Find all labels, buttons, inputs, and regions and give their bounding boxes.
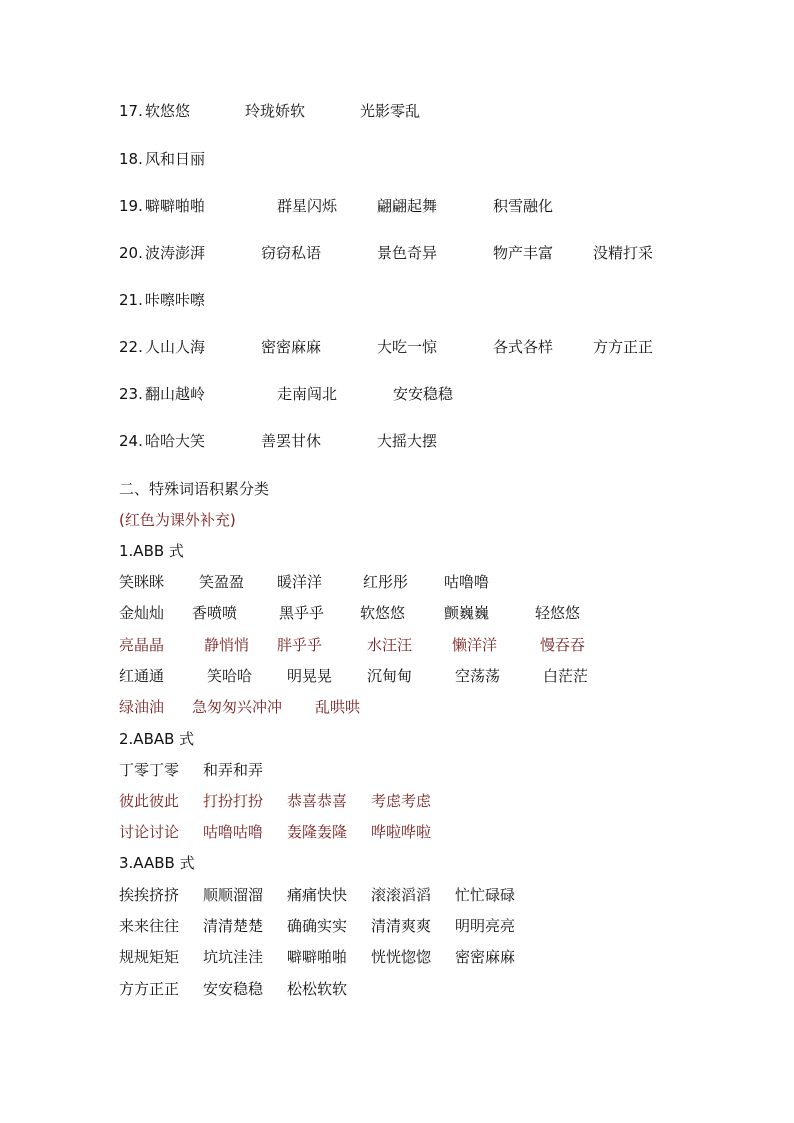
word: 香喷喷 xyxy=(192,604,238,622)
word: 咕噜咕噜 xyxy=(203,823,264,841)
word: 群星闪烁 xyxy=(277,197,338,215)
aabb-title: 3.AABB 式 xyxy=(119,854,195,872)
word: 咕噜噜 xyxy=(444,573,490,591)
word: 笑哈哈 xyxy=(207,667,253,685)
word: 顺顺溜溜 xyxy=(203,886,264,904)
word: 玲珑娇软 xyxy=(245,102,306,120)
word: 滚滚滔滔 xyxy=(371,886,432,904)
word: 咔嚓咔嚓 xyxy=(145,291,206,309)
word: 讨论讨论 xyxy=(119,823,180,841)
word: 哈哈大笑 xyxy=(145,432,206,450)
word: 沉甸甸 xyxy=(367,667,413,685)
entry-21-number: 21. xyxy=(119,291,143,309)
word: 清清爽爽 xyxy=(371,917,432,935)
entry-24-number: 24. xyxy=(119,432,143,450)
word: 空荡荡 xyxy=(455,667,501,685)
word: 和弄和弄 xyxy=(203,761,264,779)
entry-18-number: 18. xyxy=(119,150,143,168)
word: 明晃晃 xyxy=(287,667,333,685)
word: 轻悠悠 xyxy=(535,604,581,622)
entry-20-number: 20. xyxy=(119,244,143,262)
word: 翩翩起舞 xyxy=(377,197,438,215)
word: 安安稳稳 xyxy=(203,980,264,998)
word: 白茫茫 xyxy=(543,667,589,685)
word: 景色奇异 xyxy=(377,244,438,262)
word: 考虑考虑 xyxy=(371,792,432,810)
word: 笑眯眯 xyxy=(119,573,165,591)
word: 物产丰富 xyxy=(493,244,554,262)
word: 慢吞吞 xyxy=(540,636,586,654)
word: 明明亮亮 xyxy=(455,917,516,935)
entry-17-number: 17. xyxy=(119,102,143,120)
word: 大吃一惊 xyxy=(377,338,438,356)
word: 恭喜恭喜 xyxy=(287,792,348,810)
word: 密密麻麻 xyxy=(455,948,516,966)
word: 暖洋洋 xyxy=(277,573,323,591)
word: 乱哄哄 xyxy=(315,698,361,716)
word: 积雪融化 xyxy=(493,197,554,215)
word: 规规矩矩 xyxy=(119,948,180,966)
word: 善罢甘休 xyxy=(261,432,322,450)
word: 懒洋洋 xyxy=(452,636,498,654)
word: 噼噼啪啪 xyxy=(145,197,206,215)
word: 翻山越岭 xyxy=(145,385,206,403)
word: 噼噼啪啪 xyxy=(287,948,348,966)
section-heading: 二、特殊词语积累分类 xyxy=(119,480,270,498)
word: 软悠悠 xyxy=(360,604,406,622)
word: 安安稳稳 xyxy=(393,385,454,403)
word: 忙忙碌碌 xyxy=(455,886,516,904)
word: 密密麻麻 xyxy=(261,338,322,356)
word: 各式各样 xyxy=(493,338,554,356)
word: 来来往往 xyxy=(119,917,180,935)
word: 挨挨挤挤 xyxy=(119,886,180,904)
word: 水汪汪 xyxy=(367,636,413,654)
abab-title: 2.ABAB 式 xyxy=(119,730,195,748)
word: 丁零丁零 xyxy=(119,761,180,779)
word: 窃窃私语 xyxy=(261,244,322,262)
entry-19-number: 19. xyxy=(119,197,143,215)
word: 红彤彤 xyxy=(363,573,409,591)
abb-title: 1.ABB 式 xyxy=(119,542,184,560)
word: 痛痛快快 xyxy=(287,886,348,904)
word: 红通通 xyxy=(119,667,165,685)
word: 波涛澎湃 xyxy=(145,244,206,262)
word: 黑乎乎 xyxy=(279,604,325,622)
word: 大摇大摆 xyxy=(377,432,438,450)
entry-22-number: 22. xyxy=(119,338,143,356)
word: 金灿灿 xyxy=(119,604,165,622)
word: 颤巍巍 xyxy=(444,604,490,622)
word: 没精打采 xyxy=(593,244,654,262)
word: 亮晶晶 xyxy=(119,636,165,654)
word: 静悄悄 xyxy=(204,636,250,654)
word: 哗啦哗啦 xyxy=(371,823,432,841)
word: 打扮打扮 xyxy=(203,792,264,810)
word: 松松软软 xyxy=(287,980,348,998)
word: 胖乎乎 xyxy=(277,636,323,654)
word: 走南闯北 xyxy=(277,385,338,403)
word: 急匆匆兴冲冲 xyxy=(192,698,283,716)
word: 坑坑洼洼 xyxy=(203,948,264,966)
word: 笑盈盈 xyxy=(199,573,245,591)
word: 绿油油 xyxy=(119,698,165,716)
word: 风和日丽 xyxy=(145,150,206,168)
word: 确确实实 xyxy=(287,917,348,935)
entry-23-number: 23. xyxy=(119,385,143,403)
word: 彼此彼此 xyxy=(119,792,180,810)
word: 人山人海 xyxy=(145,338,206,356)
word: 恍恍惚惚 xyxy=(371,948,432,966)
word: 软悠悠 xyxy=(145,102,191,120)
word: 光影零乱 xyxy=(360,102,421,120)
word: 方方正正 xyxy=(593,338,654,356)
supplement-note: (红色为课外补充) xyxy=(119,511,236,529)
word: 清清楚楚 xyxy=(203,917,264,935)
word: 方方正正 xyxy=(119,980,180,998)
word: 轰隆轰隆 xyxy=(287,823,348,841)
